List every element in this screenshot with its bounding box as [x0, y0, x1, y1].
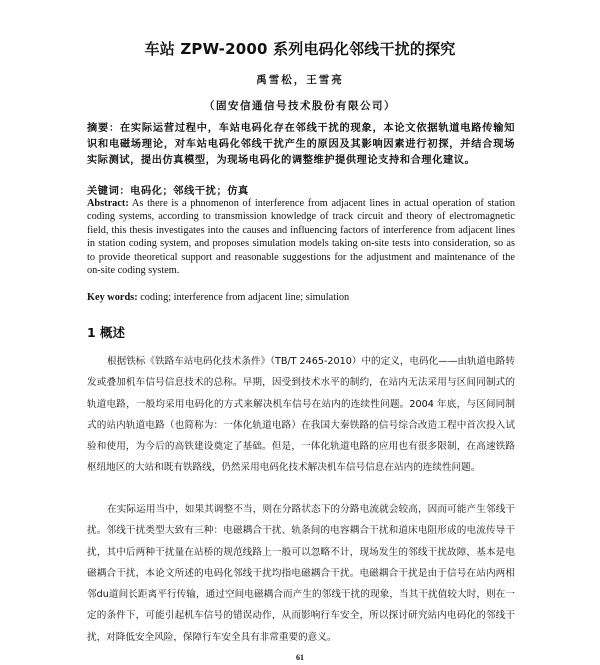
abstract-en-label: Abstract:	[87, 198, 129, 209]
paper-authors: 禹雪松，王雪亮	[256, 74, 344, 86]
abstract-en-text: As there is a phnomenon of interference from adjacent lines in actual operation of station coding systems, according to transmission knowledge of track circuit and theory of electromagnetic field, this thesis investigates into the causes and influencing factors of interference from adjacent lines in station coding system, and proposes simulation models taking on-site tests into consideration, so as to provide theoretical support and reasonable suggestions for the adjustment and maintenance of the on-site coding system.	[87, 198, 515, 277]
section-heading: 1 概述	[87, 325, 126, 340]
keywords-en-text: coding; interference from adjacent line; simulation	[140, 292, 350, 303]
paper-title: 车站 ZPW-2000 系列电码化邻线干扰的探究	[144, 40, 456, 58]
body-paragraph-2: 在实际运用当中，如果其调整不当，则在分路状态下的分路电流就会较高，因而可能产生邻线干扰。邻线干扰类型大致有三种：电磁耦合干扰、轨条间的电容耦合干扰和道床电阻形成的电流传导干扰，其中后两种干扰量在站桥的规范线路上一般可以忽略不计，现场发生的邻线干扰故障，基本是电磁耦合干扰，本论文所述的电码化邻线干扰均指电磁耦合干扰。电磁耦合干扰是由于信号在站内两相邻du道间长距离平行传输，通过空间电磁耦合而产生的邻线干扰的现象，当其干扰值较大时，则在一定的条件下，可能引起机车信号的错误动作，从而影响行车安全，所以探讨研究站内电码化的邻线干扰，对降低安全风险，保障行车安全具有非常重要的意义。	[87, 504, 515, 643]
keywords-en-label: Key words:	[87, 292, 138, 303]
paper-affiliation: （固安信通信号技术股份有限公司）	[204, 100, 396, 112]
keywords-cn-text: 电码化；邻线干扰；仿真	[130, 186, 249, 197]
keywords-en	[87, 291, 515, 304]
keywords-cn-label: 关键词：	[87, 186, 131, 197]
abstract-cn-text: 在实际运营过程中，车站电码化存在邻线干扰的现象，本论文依据轨道电路传输知识和电磁场理论，对车站电码化邻线干扰产生的原因及其影响因素进行初探，并结合现场实际测试，提出仿真模型，为现场电码化的调整维护提供理论支持和合理化建议。	[87, 123, 515, 166]
abstract-en	[87, 197, 515, 277]
body-paragraph-1: 根据铁标《铁路车站电码化技术条件》（TB/T 2465-2010）中的定义，电码化——由轨道电路转发或叠加机车信号信息技术的总称。早期，因受到技术水平的制约，在站内无法采用与区间同制式的轨道电路，一般均采用电码化的方式来解决机车信号在站内的连续性问题。2004 年底，与区间同制式的站内轨道电路（也简称为：一体化轨道电路）在我国大秦铁路的信号综合改造工程中首次投入试验和使用，为今后的高铁建设奠定了基础。但是，一体化轨道电路的应用也有很多限制，在高速铁路枢纽地区的大站和既有铁路线，仍然采用电码化技术解决机车信号信息在站内的连续性问题。	[87, 356, 515, 474]
abstract-cn-label: 摘要：	[87, 123, 120, 134]
abstract-cn	[87, 121, 515, 169]
page-number: 61	[296, 653, 304, 662]
